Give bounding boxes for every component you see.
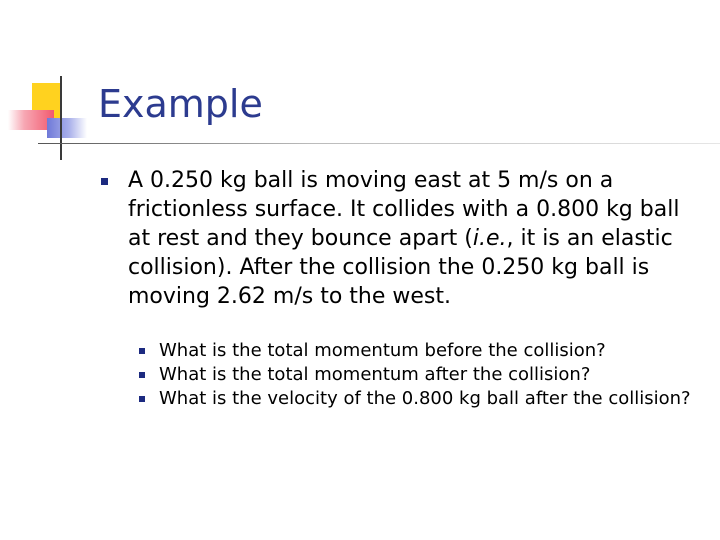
question-text: What is the velocity of the 0.800 kg ball after the collision? <box>159 388 691 409</box>
title-decoration-vertical-line <box>60 76 62 160</box>
square-bullet-icon <box>139 372 145 378</box>
problem-statement <box>128 166 708 311</box>
question-text: What is the total momentum before the collision? <box>159 340 606 361</box>
question-item <box>138 387 698 411</box>
question-text: What is the total momentum after the collision? <box>159 364 591 385</box>
question-list <box>138 339 698 411</box>
question-item <box>138 363 698 387</box>
square-bullet-icon <box>101 178 108 185</box>
square-bullet-icon <box>139 348 145 354</box>
title-decoration-blue-bar <box>47 118 87 138</box>
title-underline <box>38 143 720 144</box>
slide-title: Example <box>98 82 263 126</box>
problem-text-italic: i.e. <box>472 226 507 251</box>
problem-text-part-2: , it is an elastic collision). After the collision the 0.250 kg ball is moving 2.62 m/s to the west. <box>128 226 673 309</box>
problem-text-part-1: A 0.250 kg ball is moving east at 5 m/s on a frictionless surface. It collides with a 0.800 kg ball at rest and they bounce apart ( <box>128 168 680 251</box>
question-item <box>138 339 698 363</box>
square-bullet-icon <box>139 396 145 402</box>
